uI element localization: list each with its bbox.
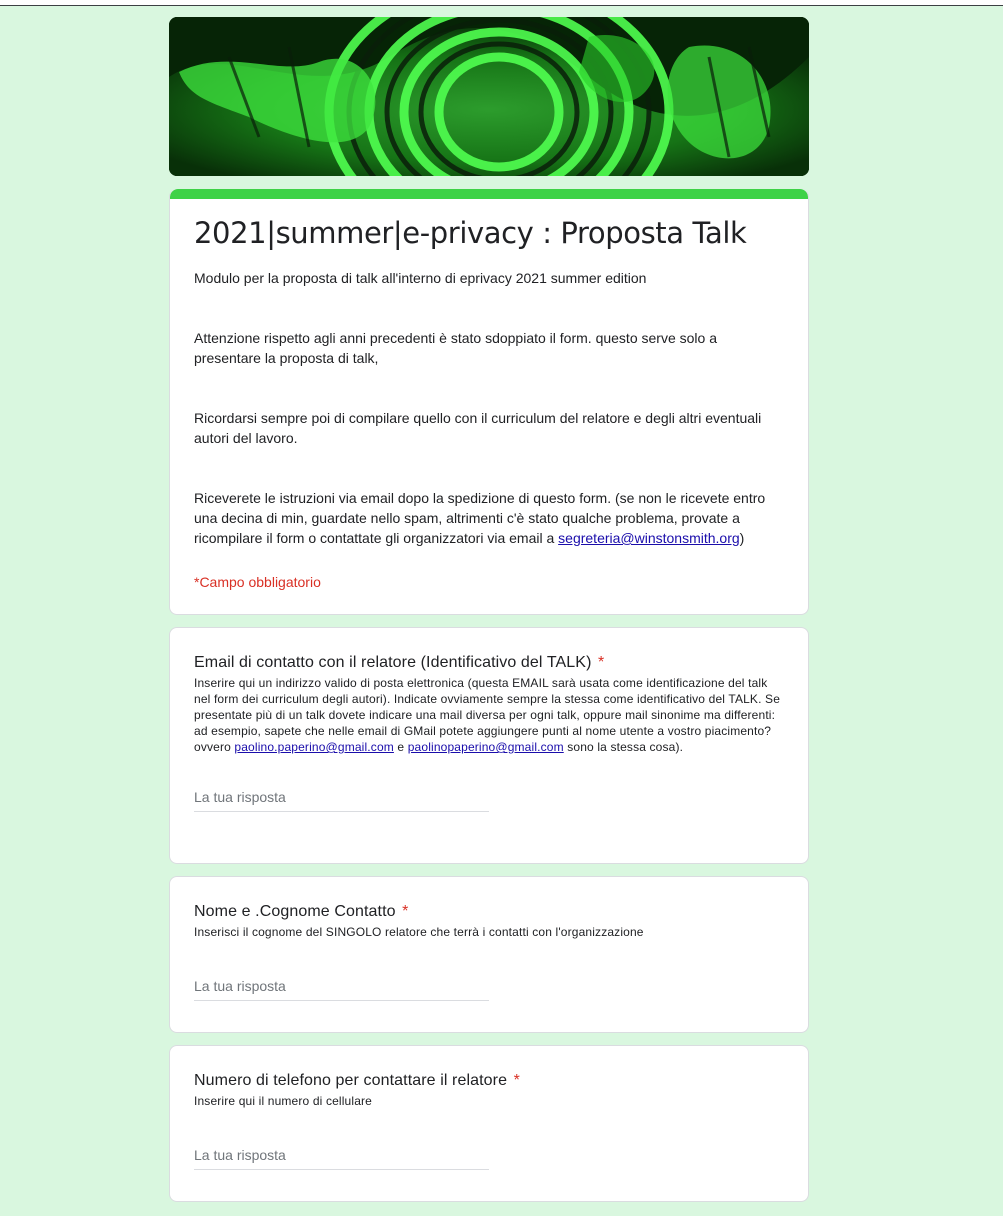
- form-title: 2021|summer|e-privacy : Proposta Talk: [194, 216, 747, 250]
- example-email-link-1[interactable]: paolino.paperino@gmail.com: [234, 740, 394, 754]
- header-banner-image: [169, 17, 809, 176]
- question-title: [194, 902, 784, 922]
- form-description-paragraph-1: Attenzione rispetto agli anni precedenti è stato sdoppiato il form. questo serve solo a presentare la proposta di talk,: [194, 330, 717, 366]
- help-text-end: sono la stessa cosa).: [563, 740, 684, 754]
- question-title: [194, 653, 784, 673]
- form-description-paragraph-3: [194, 488, 784, 548]
- question-card-name: [169, 876, 809, 1033]
- help-text-connector: e: [393, 740, 408, 754]
- required-asterisk: *: [513, 1072, 520, 1089]
- top-divider: [0, 0, 1003, 6]
- secretariat-email-link[interactable]: segreteria@winstonsmith.org: [558, 530, 740, 546]
- question-title-text: Email di contatto con il relatore (Identificativo del TALK): [194, 654, 592, 671]
- accent-stripe: [170, 189, 808, 199]
- paragraph-3-text: Riceverete le istruzioni via email dopo la spedizione di questo form. (se non le ricevete entro una decina di min, guardate nello spam, altrimenti c'è stato qualche problema, provate a ricompilare il form o contattate gli organizzatori via email a: [194, 490, 766, 546]
- form-intro: Modulo per la proposta di talk all'interno di eprivacy 2021 summer edition: [194, 270, 647, 286]
- question-help-text: Inserisci il cognome del SINGOLO relatore che terrà i contatti con l'organizzazione: [194, 925, 644, 939]
- form-header-card: [169, 189, 809, 615]
- name-answer-input[interactable]: [194, 978, 489, 1001]
- email-answer-input[interactable]: [194, 789, 489, 812]
- required-asterisk: *: [598, 654, 605, 671]
- required-field-note: *Campo obbligatorio: [194, 574, 321, 590]
- form-container: [169, 17, 809, 1202]
- question-help-text: Inserire qui il numero di cellulare: [194, 1094, 372, 1108]
- paragraph-3-close: ): [739, 530, 745, 546]
- question-title: [194, 1071, 784, 1091]
- required-asterisk: *: [402, 903, 409, 920]
- example-email-link-2[interactable]: paolinopaperino@gmail.com: [407, 740, 564, 754]
- question-card-phone: [169, 1045, 809, 1202]
- question-title-text: Nome e .Cognome Contatto: [194, 903, 396, 920]
- help-text: Inserire qui un indirizzo valido di posta elettronica (questa EMAIL sarà usata come identificazione del talk nel form dei curriculum degli autori). Indicate ovviamente sempre la stessa come identificativo del TALK. Se presentate più di un talk dovete indicare una mail diversa per ogni talk, oppure mail sinonime ma differenti: ad esempio, sapete che nelle email di GMail potete aggiungere punti al nome utente a vostro piacimento? ovvero: [194, 676, 781, 754]
- question-card-email: [169, 627, 809, 864]
- question-title-text: Numero di telefono per contattare il relatore: [194, 1072, 508, 1089]
- phone-answer-input[interactable]: [194, 1147, 489, 1170]
- form-description-paragraph-2: Ricordarsi sempre poi di compilare quello con il curriculum del relatore e degli altri eventuali autori del lavoro.: [194, 410, 762, 446]
- question-help-text: [194, 675, 784, 755]
